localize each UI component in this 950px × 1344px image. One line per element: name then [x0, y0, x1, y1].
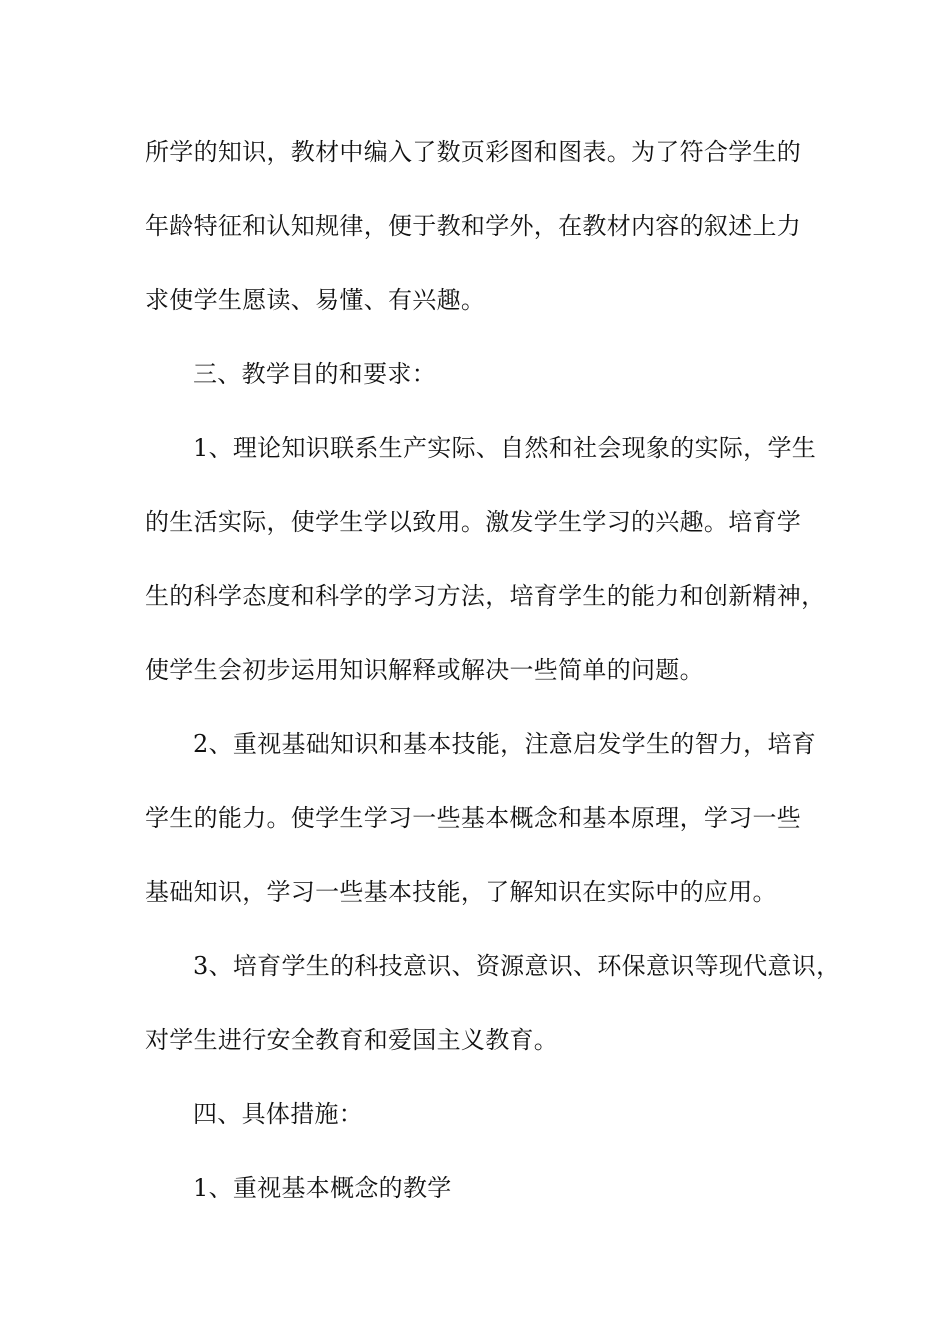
text-line: 生的科学态度和科学的学习方法，培育学生的能力和创新精神， [145, 582, 826, 610]
text-line: 2、重视基础知识和基本技能，注意启发学生的智力，培育 [193, 730, 817, 758]
text-line: 基础知识，学习一些基本技能，了解知识在实际中的应用。 [145, 878, 777, 906]
text-line: 学生的能力。使学生学习一些基本概念和基本原理，学习一些 [145, 804, 802, 832]
text-line: 1、理论知识联系生产实际、自然和社会现象的实际，学生 [193, 434, 817, 462]
section-heading: 三、教学目的和要求： [193, 360, 436, 388]
text-line: 1、重视基本概念的教学 [193, 1174, 452, 1202]
text-line: 所学的知识，教材中编入了数页彩图和图表。为了符合学生的 [145, 138, 802, 166]
text-line: 年龄特征和认知规律，便于教和学外，在教材内容的叙述上力 [145, 212, 802, 240]
text-line: 的生活实际，使学生学以致用。激发学生学习的兴趣。培育学 [145, 508, 802, 536]
text-line: 使学生会初步运用知识解释或解决一些简单的问题。 [145, 656, 704, 684]
text-line: 3、培育学生的科技意识、资源意识、环保意识等现代意识， [193, 952, 841, 980]
section-heading: 四、具体措施： [193, 1100, 364, 1128]
text-line: 对学生进行安全教育和爱国主义教育。 [145, 1026, 559, 1054]
text-line: 求使学生愿读、易懂、有兴趣。 [145, 286, 486, 314]
